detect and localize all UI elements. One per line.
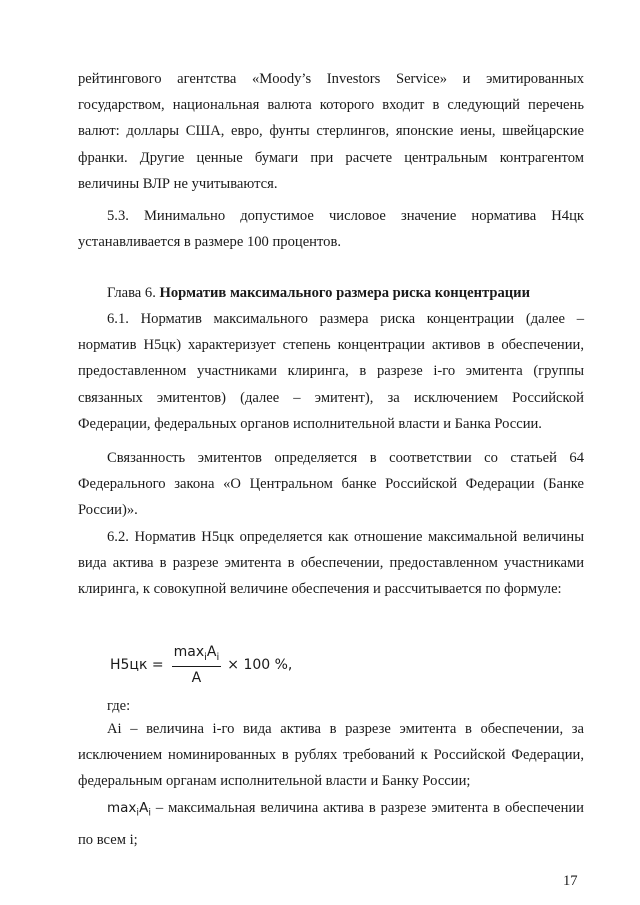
paragraph-ai-definition: Ai – величина i-го вида актива в разрезе эмитента в обеспечении, за исключением номинированных в рублях требований к Российской Федерации, федеральным органам исполнительной власти и Банку России; [78,721,584,790]
paragraph-6-1: 6.1. Норматив максимального размера риска концентрации (далее – норматив Н5цк) характеризует степень концентрации активов в обеспечении, предоставленном участниками клиринга, в разрезе i-го эмитента (группы связанных эмитентов) (далее – эмитент), за исключением Российской Федерации, федеральных органов исполнительной власти и Банка России. [78,311,584,432]
paragraph-max-definition [78,795,584,853]
max-definition-text: – максимальная величина актива в разрезе эмитента в обеспечении по всем i; [78,800,584,848]
paragraph-issuer-relation: Связанность эмитентов определяется в соответствии со статьей 64 Федерального закона «О Центральном банке Российской Федерации (Банке России)». [78,450,584,519]
paragraph-5-3: 5.3. Минимально допустимое числовое значение норматива Н4цк устанавливается в размере 100 процентов. [78,208,584,251]
chapter-heading [107,282,587,304]
formula-fraction [172,644,222,686]
h5ck-formula [110,640,292,690]
page-number: 17 [563,873,578,889]
where-label: где: [107,698,131,714]
formula-numerator: $\max_iA_i$ [172,644,222,667]
chapter-heading-title: Норматив максимального размера риска концентрации [159,285,530,301]
max-symbol: $\max_iA_i$ [107,800,151,819]
paragraph-rating-agency: рейтингового агентства «Moody’s Investors Service» и эмитированных государством, национальная валюта которого входит в следующий перечень валют: доллары США, евро, фунты стерлингов, японские иены, швейцарские франки. Другие ценные бумаги при расчете центральным контрагентом величины ВЛР не учитываются. [78,71,584,192]
chapter-heading-prefix: Глава 6. [107,285,160,301]
formula-denominator: A [191,669,202,686]
formula-rhs: × 100 %, [227,657,293,673]
formula-lhs: Н5цк = [110,657,164,673]
paragraph-6-2: 6.2. Норматив Н5цк определяется как отношение максимальной величины вида актива в разрезе эмитента в обеспечении, предоставленном участниками клиринга, к совокупной величине обеспечения и рассчитывается по формуле: [78,529,584,598]
